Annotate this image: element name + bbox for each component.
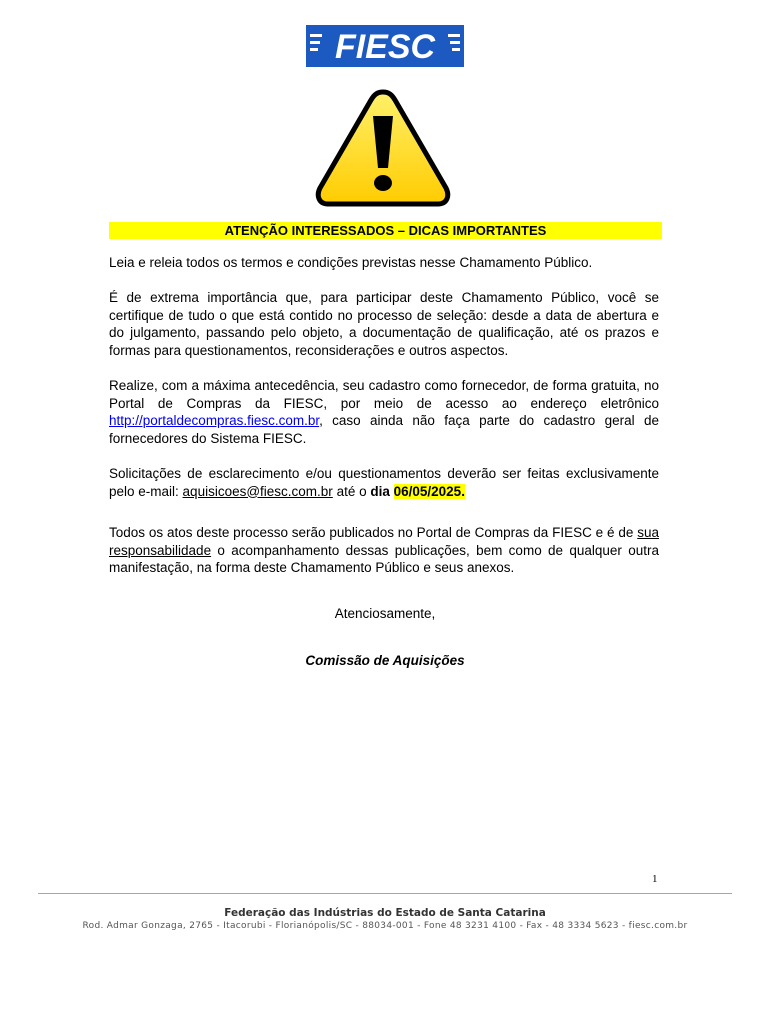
registration-text: Realize, com a máxima antecedência, seu cadastro como fornecedor, de forma gratuita, no Portal de Compras da FIESC, por meio de acesso ao endereço eletrônico bbox=[109, 378, 659, 411]
paragraph-publications bbox=[109, 524, 659, 577]
footer-title: Federação das Indústrias do Estado de Santa Catarina bbox=[224, 907, 546, 919]
publications-text-end: o acompanhamento dessas publicações, bem como de qualquer outra manifestação, na forma deste Chamamento Público e seus anexos. bbox=[109, 542, 659, 575]
paragraph-clarifications bbox=[109, 465, 659, 500]
registration-text-end: , caso ainda não faça parte do cadastro geral de fornecedores do Sistema FIESC. bbox=[109, 413, 659, 446]
signature: Comissão de Aquisições bbox=[305, 653, 465, 668]
paragraph-importance: É de extrema importância que, para participar deste Chamamento Público, você se certifique de tudo o que está contido no processo de seleção: desde a data de abertura e do julgamento, passando pelo objeto, a documentação de qualificação, até os prazos e formas para questionamentos, reconsiderações e outros aspectos. bbox=[109, 290, 659, 358]
responsibility-text: sua responsabilidade bbox=[109, 525, 659, 558]
deadline-date: 06/05/2025 bbox=[393, 483, 462, 499]
attention-banner: ATENÇÃO INTERESSADOS – DICAS IMPORTANTES bbox=[109, 222, 662, 239]
deadline-period: . bbox=[461, 483, 465, 499]
clarification-until: até o bbox=[332, 483, 371, 499]
footer-divider bbox=[38, 893, 732, 894]
deadline-day-label: dia bbox=[370, 483, 394, 499]
logo-text: FIESC bbox=[334, 28, 436, 66]
clarification-text: Solicitações de esclarecimento e/ou questionamentos deverão ser feitas exclusivamente pelo e-mail: bbox=[109, 466, 659, 499]
fiesc-logo bbox=[306, 25, 464, 67]
paragraph-registration bbox=[109, 377, 659, 447]
email-link[interactable]: aquisicoes@fiesc.com.br bbox=[182, 483, 333, 499]
footer-address: Rod. Admar Gonzaga, 2765 - Itacorubi - Florianópolis/SC - 88034-001 - Fone 48 3231 4100 - Fax - 48 3334 5623 - fiesc.com.br bbox=[82, 921, 688, 931]
portal-link[interactable]: http://portaldecompras.fiesc.com.br bbox=[109, 413, 320, 428]
warning-triangle-icon bbox=[313, 86, 453, 210]
salutation: Atenciosamente, bbox=[334, 606, 436, 621]
paragraph-read-terms: Leia e releia todos os termos e condições previstas nesse Chamamento Público. bbox=[109, 255, 593, 270]
page-number: 1 bbox=[652, 873, 658, 885]
publications-text: Todos os atos deste processo serão publicados no Portal de Compras da FIESC e é de bbox=[109, 525, 638, 540]
